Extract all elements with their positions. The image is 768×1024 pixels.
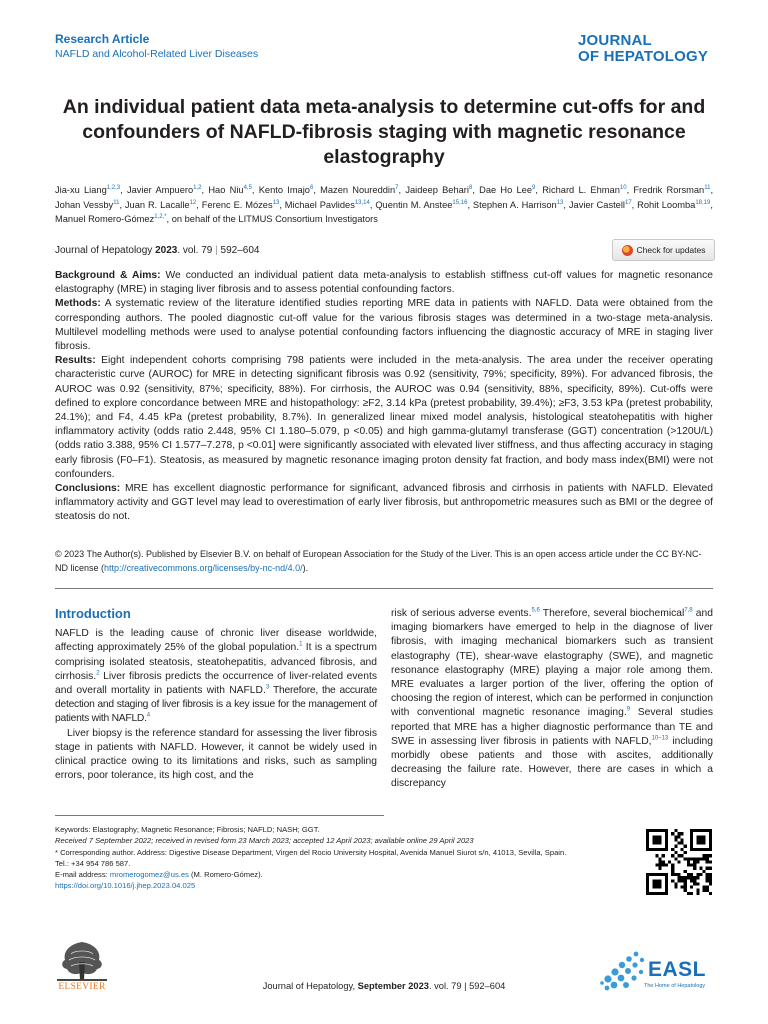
author-name[interactable]: Dae Ho Lee$^9$ (479, 184, 536, 195)
citation-year: 2023 (155, 245, 178, 256)
body-column-left (55, 607, 377, 783)
elsevier-wordmark: ELSEVIER (58, 982, 106, 992)
author-name[interactable]: Javier Ampuero$^{1,2}$ (126, 184, 202, 195)
intro-paragraph-2-cont: risk of serious adverse events.$^{5,6}$ Therefore, several biochemical$^{7,8}$ and imaging biomarkers have emerged to help in the diagnose of liver fibrosis, with imaging mechanical biomarkers such as transient elastography (TE), shear-wave elastography (SWE), and magnetic resonance elastography (MRE) playing a major role among them. MRE evaluates a larger portion of the liver, offering the option of choosing the region of interest, which can be performed in conjunction with conventional magnetic resonance imaging.$^9$ Several studies reported that MRE has a higher diagnostic performance than TE and SWE in assessing liver fibrosis in patients with NAFLD,$^{10-13}$ including morbidly obese patients and those with ascites, additionally decreasing the failure rate. However, there are cases in which a discrepancy (391, 607, 713, 790)
author-name[interactable]: Quentin M. Anstee$^{15,16}$ (375, 199, 468, 210)
citation-journal: Journal of Hepatology (55, 245, 153, 256)
intro-paragraph-1: NAFLD is the leading cause of chronic liver disease worldwide, affecting approximately 25% of the global population.$^1$ It is a spectrum comprising isolated steatosis, steatohepatitis, advanced fibrosis, and cirrhosis.$^2$ Liver fibrosis predicts the occurrence of liver-related events and overall mortality in patients with NAFLD.$^3$ Therefore, the accurate detection and staging of liver fibrosis is a key issue for the management of patients with NAFLD.$^4$ (55, 628, 377, 725)
abstract-background (55, 269, 713, 297)
citation-pages: 592–604 (220, 245, 260, 256)
author-affiliation[interactable]: 1,2,* (154, 213, 167, 220)
author-affiliation[interactable]: 13 (272, 199, 280, 206)
corresponding-author: * Corresponding author. Address: Digestive Disease Department, Virgen del Rocio University Hospital, Avenida Manuel Siurot s/n, 41013, Sevilla, Spain. (55, 847, 567, 857)
copyright-notice (55, 547, 713, 575)
abstract-conclusions (55, 482, 713, 525)
page-footer: Journal of Hepatology, September 2023. vol. 79 | 592–604 (262, 981, 506, 991)
author-affiliation[interactable]: 8 (468, 184, 473, 191)
background-text: We conducted an individual patient data meta-analysis to establish stiffness cut-off values for magnetic resonance elastography (MRE) in staging liver fibrosis and to assess potential confounding factors. (55, 270, 713, 296)
methods-label: Methods: (55, 298, 101, 310)
section-divider (55, 588, 713, 589)
author-affiliation[interactable]: 11 (704, 184, 711, 191)
license-link[interactable]: http://creativecommons.org/licenses/by-nc-nd/4.0/ (104, 563, 303, 573)
received-dates: Received 7 September 2022; received in revised form 23 March 2023; accepted 12 April 2023; available online 29 April 2023 (55, 836, 474, 846)
ref-link[interactable]: 4 (146, 713, 151, 719)
email-line: E-mail address: mromerogomez@us.es (M. Romero-Gómez). (55, 870, 263, 880)
author-affiliation[interactable]: 10 (619, 184, 627, 191)
abstract-methods (55, 297, 713, 354)
results-label: Results: (55, 355, 96, 367)
journal-logo-line1: JOURNAL (578, 32, 652, 49)
ref-link[interactable]: 2 (96, 670, 100, 677)
keywords: Keywords: Elastography; Magnetic Resonance; Fibrosis; NAFLD; NASH; GGT. (55, 825, 320, 834)
author-name[interactable]: Stephen A. Harrison$^{13}$ (472, 199, 564, 210)
author-name[interactable]: Rohit Loomba$^{18,19}$ (637, 199, 711, 210)
article-subject: NAFLD and Alcohol-Related Liver Diseases (55, 48, 259, 60)
author-affiliation[interactable]: 7 (395, 184, 399, 191)
background-label: Background & Aims: (55, 270, 161, 281)
author-name[interactable]: Ferenc E. Mózes$^{13}$ (201, 199, 280, 210)
article-header (55, 32, 258, 60)
author-name[interactable]: Juan R. Lacalle$^{12}$ (124, 199, 197, 210)
author-name[interactable]: Mazen Noureddin$^7$ (320, 184, 399, 195)
doi-link[interactable]: https://doi.org/10.1016/j.jhep.2023.04.025 (55, 881, 196, 891)
abstract (55, 269, 713, 525)
methods-text: A systematic review of the literature identified studies reporting MRE data in patients with NAFLD. Data were obtained from the corresponding authors. The pooled diagnostic cut-off value for the various fibrosis stages was determined in a two-stage meta-analysis. Multilevel modelling methods were used to analyse potential confounding factors influencing the diagnostic accuracy of MRE in staging liver fibrosis. (55, 298, 713, 353)
author-affiliation[interactable]: 1,2 (193, 184, 202, 191)
author-affiliation[interactable]: 12 (189, 199, 197, 206)
author-affiliation[interactable]: 18,19 (695, 199, 711, 206)
check-for-updates-button[interactable] (612, 239, 715, 261)
journal-logo[interactable] (578, 33, 708, 65)
author-name[interactable]: Javier Castell$^{17}$ (568, 199, 632, 210)
email-link[interactable]: mromerogomez@us.es (109, 870, 189, 880)
author-affiliation[interactable]: 9 (532, 184, 536, 191)
author-name[interactable]: Johan Vessby$^{11}$ (55, 199, 120, 210)
author-affiliation[interactable]: 13 (556, 199, 564, 206)
article-title: An individual patient data meta-analysis to determine cut-offs for and confounders of NAFLD-fibrosis staging with magnetic resonance elastography (62, 96, 706, 168)
elsevier-logo[interactable] (55, 938, 109, 982)
ref-link[interactable]: 10–13 (651, 735, 669, 742)
author-affiliation[interactable]: 1,2,3 (106, 184, 121, 191)
introduction-heading: Introduction (55, 606, 131, 621)
ref-link[interactable]: 9 (626, 707, 631, 713)
telephone: Tel.: +34 954 786 587. (55, 858, 131, 868)
author-name[interactable]: Fredrik Rorsman$^{11}$ (633, 184, 711, 195)
ref-link[interactable]: 1 (299, 641, 303, 648)
ref-link[interactable]: 3 (265, 684, 270, 691)
citation-line: Journal of Hepatology 2023. vol. 79 | 592–604 (55, 245, 260, 256)
abstract-results (55, 354, 713, 482)
crossmark-icon (622, 245, 633, 256)
author-affiliation[interactable]: 17 (624, 199, 632, 206)
author-name[interactable]: Richard L. Ehman$^{10}$ (542, 184, 627, 195)
copyright-text: © 2023 The Author(s). Published by Elsevier B.V. on behalf of European Association for the Study of the Liver. This is an open access article under the CC BY-NC-ND license ( (55, 549, 702, 573)
intro-paragraph-2: Liver biopsy is the reference standard for assessing the liver fibrosis stage in patients with NAFLD. However, it cannot be widely used in clinical practice owing to its limitations and risks, such as sampling errors, poor tolerance, its high cost, and the (55, 727, 377, 782)
author-affiliation[interactable]: 6 (309, 184, 314, 191)
body-column-right (391, 607, 713, 792)
conclusions-label: Conclusions: (55, 483, 121, 495)
citation-volume: . vol. 79 (177, 245, 213, 256)
ref-link[interactable]: 7,8 (684, 607, 693, 614)
footnote-divider (55, 815, 384, 816)
author-name[interactable]: Manuel Romero-Gómez$^{1,2,*}$ (55, 213, 167, 224)
author-affiliation[interactable]: 15,16 (452, 199, 468, 206)
ref-link[interactable]: 5,6 (531, 607, 540, 614)
author-name[interactable]: Jia-xu Liang$^{1,2,3}$ (55, 184, 121, 195)
conclusions-text: MRE has excellent diagnostic performance for significant, advanced fibrosis and cirrhosis in patients with NAFLD. Elevated inflammatory activity and GGT level may lead to overestimation of early liver fibrosis, but anthropometric measures such as BMI or the degree of steatosis do not. (55, 483, 713, 523)
author-list: Jia-xu Liang$^{1,2,3}$, Javier Ampuero$^{1,2}$, Hao Niu$^{4,5}$, Kento Imajo$^6$, Mazen Noureddin$^7$, Jaideep Behari$^8$, Dae Ho Lee$^9$, Richard L. Ehman$^{10}$, Fredrik Rorsman$^{11}$, Johan Vessby$^{11}$, Juan R. Lacalle$^{12}$, Ferenc E. Mózes$^{13}$, Michael Pavlides$^{13,14}$, Quentin M. Anstee$^{15,16}$, Stephen A. Harrison$^{13}$, Javier Castell$^{17}$, Rohit Loomba$^{18,19}$, Manuel Romero-Gómez$^{1,2,*}$, on behalf of the LITMUS Consortium Investigators (55, 184, 714, 224)
journal-logo-line2: OF HEPATOLOGY (578, 48, 709, 65)
consortium-note: , on behalf of the LITMUS Consortium Investigators (166, 214, 378, 224)
author-name[interactable]: Jaideep Behari$^8$ (405, 184, 473, 195)
results-text: Eight independent cohorts comprising 798 patients were included in the meta-analysis. The area under the receiver operating characteristic curve (AUROC) for MRE in detecting significant fibrosis was 0.92 (sensitivity, 79%; specificity, 89%). For advanced fibrosis, the AUROC was 0.92 (sensitivity, 87%; specificity, 88%). For cirrhosis, the AUROC was 0.94 (sensitivity, 88%, specificity, 89%). Cut-offs were defined to explore concordance between MRE and histopathology: ≥F2, 3.14 kPa (pretest probability, 39.4%); ≥F3, 3.53 kPa (pretest probability, 24.1%); and F4, 4.45 kPa (pretest probability, 8.7%). In generalized linear mixed model analysis, histological steatohepatitis with higher inflammatory activity (odds ratio 2.448, 95% CI 1.180–5.079, p <0.05) and high gamma-glutamyl transferase (GGT) concentration (>120U/L) (odds ratio 3.388, 95% CI 1.577–7.278, p <0.01] were significantly associated with elevated liver stiffness, and thus affecting accuracy in staging early fibrosis (F0–F1). Steatosis, as measured by magnetic resonance imaging proton density fat fraction, and body mass index(BMI) were not confounders. (55, 355, 713, 480)
copyright-text-end: ). (302, 563, 309, 573)
check-for-updates-label: Check for updates (636, 245, 706, 255)
easl-wordmark: EASL (648, 958, 707, 981)
easl-tagline: The Home of Hepatology (644, 983, 706, 989)
author-name[interactable]: Hao Niu$^{4,5}$ (208, 184, 252, 195)
author-affiliation[interactable]: 11 (113, 199, 120, 206)
qr-code[interactable] (646, 829, 712, 895)
article-type: Research Article (55, 32, 150, 46)
author-affiliation[interactable]: 13,14 (354, 199, 370, 206)
author-affiliation[interactable]: 4,5 (243, 184, 252, 191)
author-name[interactable]: Michael Pavlides$^{13,14}$ (284, 199, 370, 210)
footnotes (55, 824, 635, 892)
author-name[interactable]: Kento Imajo$^6$ (258, 184, 314, 195)
